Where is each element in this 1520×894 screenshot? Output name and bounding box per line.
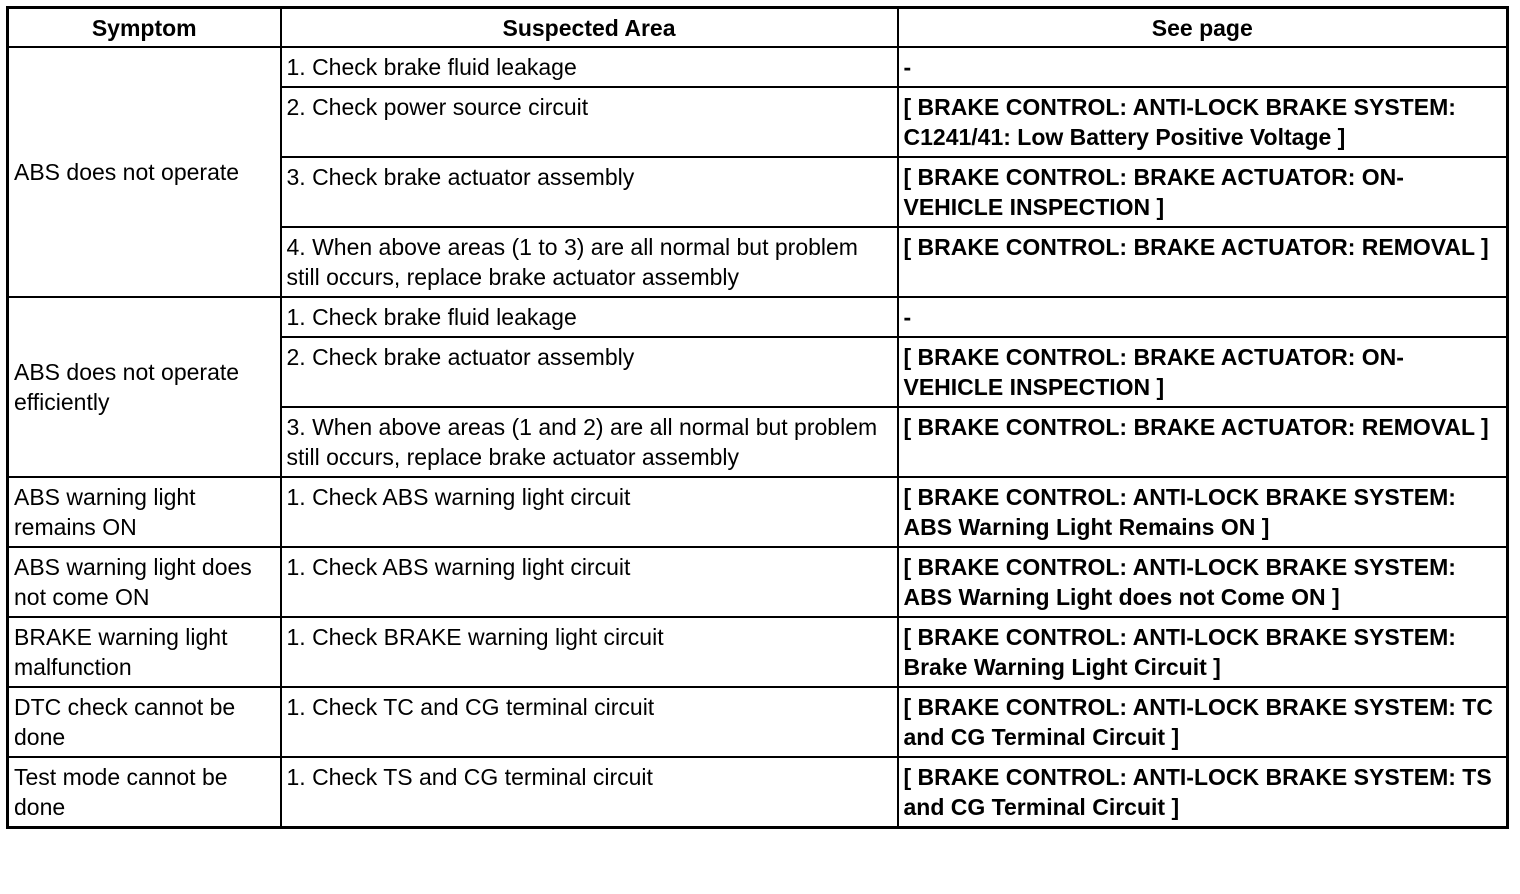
symptom-cell: DTC check cannot be done (8, 687, 281, 757)
suspected-area-cell: 1. Check ABS warning light circuit (281, 547, 898, 617)
suspected-area-cell: 1. Check brake fluid leakage (281, 47, 898, 87)
see-page-cell: [ BRAKE CONTROL: ANTI-LOCK BRAKE SYSTEM: TC and CG Terminal Circuit ] (898, 687, 1508, 757)
symptom-cell: Test mode cannot be done (8, 757, 281, 828)
see-page-cell: [ BRAKE CONTROL: ANTI-LOCK BRAKE SYSTEM: Brake Warning Light Circuit ] (898, 617, 1508, 687)
header-symptom: Symptom (8, 8, 281, 48)
see-page-cell: - (898, 47, 1508, 87)
table-row (8, 47, 1508, 87)
table-row (8, 687, 1508, 757)
suspected-area-cell: 2. Check power source circuit (281, 87, 898, 157)
suspected-area-cell: 1. Check TC and CG terminal circuit (281, 687, 898, 757)
suspected-area-cell: 1. Check ABS warning light circuit (281, 477, 898, 547)
suspected-area-cell: 3. When above areas (1 and 2) are all normal but problem still occurs, replace brake actuator assembly (281, 407, 898, 477)
see-page-cell: [ BRAKE CONTROL: ANTI-LOCK BRAKE SYSTEM: TS and CG Terminal Circuit ] (898, 757, 1508, 828)
suspected-area-cell: 3. Check brake actuator assembly (281, 157, 898, 227)
see-page-cell: [ BRAKE CONTROL: ANTI-LOCK BRAKE SYSTEM: ABS Warning Light Remains ON ] (898, 477, 1508, 547)
header-see-page: See page (898, 8, 1508, 48)
table-row (8, 477, 1508, 547)
see-page-cell: [ BRAKE CONTROL: BRAKE ACTUATOR: REMOVAL ] (898, 407, 1508, 477)
table-row (8, 297, 1508, 337)
see-page-cell: [ BRAKE CONTROL: ANTI-LOCK BRAKE SYSTEM: C1241/41: Low Battery Positive Voltage ] (898, 87, 1508, 157)
header-suspected-area: Suspected Area (281, 8, 898, 48)
suspected-area-cell: 2. Check brake actuator assembly (281, 337, 898, 407)
symptom-cell: BRAKE warning light malfunction (8, 617, 281, 687)
see-page-cell: [ BRAKE CONTROL: BRAKE ACTUATOR: REMOVAL ] (898, 227, 1508, 297)
table-row (8, 617, 1508, 687)
suspected-area-cell: 4. When above areas (1 to 3) are all normal but problem still occurs, replace brake actuator assembly (281, 227, 898, 297)
symptom-cell: ABS warning light does not come ON (8, 547, 281, 617)
see-page-cell: [ BRAKE CONTROL: BRAKE ACTUATOR: ON-VEHICLE INSPECTION ] (898, 337, 1508, 407)
see-page-cell: [ BRAKE CONTROL: ANTI-LOCK BRAKE SYSTEM: ABS Warning Light does not Come ON ] (898, 547, 1508, 617)
symptom-cell: ABS warning light remains ON (8, 477, 281, 547)
symptom-cell: ABS does not operate efficiently (8, 297, 281, 477)
trouble-symptom-table (6, 6, 1509, 829)
suspected-area-cell: 1. Check TS and CG terminal circuit (281, 757, 898, 828)
symptom-cell: ABS does not operate (8, 47, 281, 297)
suspected-area-cell: 1. Check BRAKE warning light circuit (281, 617, 898, 687)
header-row (8, 8, 1508, 48)
table-row (8, 757, 1508, 828)
suspected-area-cell: 1. Check brake fluid leakage (281, 297, 898, 337)
table-row (8, 547, 1508, 617)
see-page-cell: - (898, 297, 1508, 337)
see-page-cell: [ BRAKE CONTROL: BRAKE ACTUATOR: ON-VEHICLE INSPECTION ] (898, 157, 1508, 227)
